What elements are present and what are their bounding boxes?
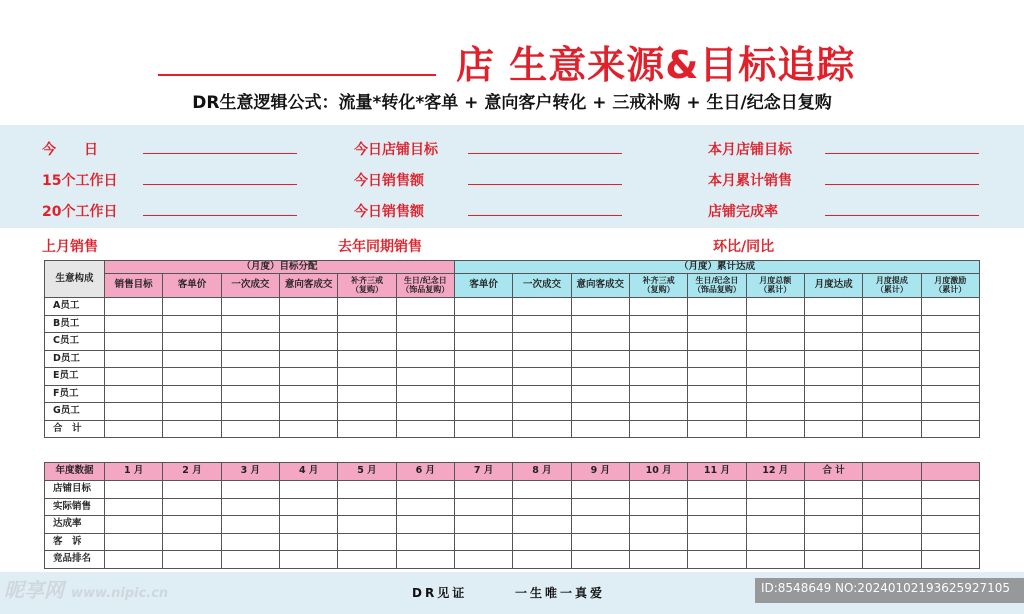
month-header: 11 月	[688, 463, 746, 481]
month-header: 6 月	[396, 463, 454, 481]
data-cell[interactable]	[629, 333, 687, 351]
table-corner: 生意构成	[45, 261, 105, 298]
data-cell[interactable]	[279, 385, 337, 403]
data-cell[interactable]	[338, 551, 396, 569]
table-row	[45, 533, 980, 551]
watermark-logo: 昵享网 www.nipic.cn	[4, 578, 169, 602]
data-cell[interactable]	[571, 333, 629, 351]
month-header: 5 月	[338, 463, 396, 481]
data-cell[interactable]	[863, 298, 921, 316]
data-cell[interactable]	[629, 368, 687, 386]
data-cell[interactable]	[746, 403, 804, 421]
data-cell[interactable]	[921, 403, 979, 421]
data-cell[interactable]	[221, 420, 279, 438]
data-cell[interactable]	[688, 516, 746, 534]
data-cell[interactable]	[513, 516, 571, 534]
row-label: A员工	[45, 298, 105, 316]
table-row	[45, 385, 980, 403]
info-band	[0, 125, 1024, 228]
data-cell[interactable]	[163, 298, 221, 316]
month-header: 7 月	[454, 463, 512, 481]
data-cell[interactable]	[513, 481, 571, 499]
month-header	[863, 463, 921, 481]
data-cell[interactable]	[629, 315, 687, 333]
data-cell[interactable]	[105, 298, 163, 316]
data-cell[interactable]	[863, 533, 921, 551]
title-row	[0, 34, 1024, 87]
data-cell[interactable]	[338, 533, 396, 551]
data-cell[interactable]	[105, 403, 163, 421]
data-cell[interactable]	[688, 533, 746, 551]
data-cell[interactable]	[163, 368, 221, 386]
label-month-sales: 本月累计销售	[708, 173, 792, 189]
row-label: 客 诉	[45, 533, 105, 551]
target-col-header: 一次成交	[221, 274, 279, 298]
data-cell[interactable]	[163, 516, 221, 534]
data-cell[interactable]	[221, 533, 279, 551]
field-15-days[interactable]	[143, 184, 297, 185]
data-cell[interactable]	[746, 368, 804, 386]
data-cell[interactable]	[804, 516, 862, 534]
row-label: E员工	[45, 368, 105, 386]
data-cell[interactable]	[921, 298, 979, 316]
data-cell[interactable]	[396, 385, 454, 403]
month-header: 2 月	[163, 463, 221, 481]
data-cell[interactable]	[279, 420, 337, 438]
data-cell[interactable]	[338, 315, 396, 333]
data-cell[interactable]	[396, 516, 454, 534]
data-cell[interactable]	[454, 385, 512, 403]
data-cell[interactable]	[454, 350, 512, 368]
data-cell[interactable]	[629, 551, 687, 569]
data-cell[interactable]	[921, 551, 979, 569]
month-header: 8 月	[513, 463, 571, 481]
data-cell[interactable]	[338, 481, 396, 499]
data-cell[interactable]	[338, 498, 396, 516]
data-cell[interactable]	[688, 420, 746, 438]
data-cell[interactable]	[396, 551, 454, 569]
data-cell[interactable]	[629, 403, 687, 421]
formula-text: DR生意逻辑公式：流量*转化*客单 + 意向客户转化 + 三戒补购 + 生日/纪念日复购	[192, 93, 832, 113]
data-cell[interactable]	[921, 516, 979, 534]
data-cell[interactable]	[163, 403, 221, 421]
data-cell[interactable]	[746, 420, 804, 438]
data-cell[interactable]	[105, 551, 163, 569]
data-cell[interactable]	[513, 551, 571, 569]
month-header: 9 月	[571, 463, 629, 481]
label-15-days: 15个工作日	[42, 173, 118, 189]
data-cell[interactable]	[921, 481, 979, 499]
table-row	[45, 333, 980, 351]
data-cell[interactable]	[513, 315, 571, 333]
data-cell[interactable]	[921, 420, 979, 438]
data-cell[interactable]	[571, 481, 629, 499]
label-completion-rate: 店铺完成率	[708, 204, 778, 220]
data-cell[interactable]	[571, 420, 629, 438]
data-cell[interactable]	[921, 385, 979, 403]
data-cell[interactable]	[221, 298, 279, 316]
data-cell[interactable]	[221, 368, 279, 386]
month-header	[921, 463, 979, 481]
data-cell[interactable]	[396, 481, 454, 499]
data-cell[interactable]	[454, 498, 512, 516]
data-cell[interactable]	[105, 516, 163, 534]
monthly-target-table	[44, 260, 980, 438]
label-today-sales: 今日销售额	[354, 173, 424, 189]
data-cell[interactable]	[338, 385, 396, 403]
data-cell[interactable]	[454, 481, 512, 499]
annual-data-table	[44, 462, 980, 569]
row-label: C员工	[45, 333, 105, 351]
data-cell[interactable]	[279, 315, 337, 333]
data-cell[interactable]	[571, 403, 629, 421]
data-cell[interactable]	[279, 498, 337, 516]
data-cell[interactable]	[105, 315, 163, 333]
data-cell[interactable]	[804, 385, 862, 403]
data-cell[interactable]	[629, 350, 687, 368]
data-cell[interactable]	[688, 298, 746, 316]
data-cell[interactable]	[863, 481, 921, 499]
data-cell[interactable]	[513, 333, 571, 351]
data-cell[interactable]	[454, 315, 512, 333]
label-today: 今 日	[42, 142, 98, 158]
table-row	[45, 498, 980, 516]
table-row	[45, 315, 980, 333]
data-cell[interactable]	[221, 333, 279, 351]
data-cell[interactable]	[221, 551, 279, 569]
data-cell[interactable]	[221, 481, 279, 499]
row-label: 达成率	[45, 516, 105, 534]
data-cell[interactable]	[863, 420, 921, 438]
data-cell[interactable]	[454, 551, 512, 569]
data-cell[interactable]	[105, 350, 163, 368]
target-col-header: 补齐三戒 （复购）	[338, 274, 396, 298]
data-cell[interactable]	[163, 481, 221, 499]
data-cell[interactable]	[338, 333, 396, 351]
data-cell[interactable]	[513, 420, 571, 438]
field-month-sales[interactable]	[825, 184, 979, 185]
data-cell[interactable]	[571, 350, 629, 368]
data-cell[interactable]	[688, 481, 746, 499]
data-cell[interactable]	[454, 516, 512, 534]
data-cell[interactable]	[105, 498, 163, 516]
data-cell[interactable]	[513, 385, 571, 403]
achieved-col-header: 月度总额 （累计）	[746, 274, 804, 298]
data-cell[interactable]	[105, 420, 163, 438]
data-cell[interactable]	[105, 385, 163, 403]
target-col-header: 生日/纪念日 （饰品复购）	[396, 274, 454, 298]
data-cell[interactable]	[688, 333, 746, 351]
data-cell[interactable]	[804, 533, 862, 551]
data-cell[interactable]	[804, 333, 862, 351]
data-cell[interactable]	[279, 403, 337, 421]
month-header: 3 月	[221, 463, 279, 481]
table-row	[45, 551, 980, 569]
field-20-days[interactable]	[143, 215, 297, 216]
data-cell[interactable]	[863, 551, 921, 569]
data-cell[interactable]	[396, 333, 454, 351]
data-cell[interactable]	[279, 333, 337, 351]
data-cell[interactable]	[396, 298, 454, 316]
data-cell[interactable]	[804, 481, 862, 499]
data-cell[interactable]	[279, 551, 337, 569]
table-row	[45, 481, 980, 499]
data-cell[interactable]	[921, 350, 979, 368]
label-20-days: 20个工作日	[42, 204, 118, 220]
data-cell[interactable]	[454, 333, 512, 351]
month-header: 12 月	[746, 463, 804, 481]
achieved-col-header: 客单价	[454, 274, 512, 298]
data-cell[interactable]	[571, 368, 629, 386]
data-cell[interactable]	[571, 315, 629, 333]
row-label: G员工	[45, 403, 105, 421]
data-cell[interactable]	[338, 403, 396, 421]
annual-corner: 年度数据	[45, 463, 105, 481]
data-cell[interactable]	[338, 420, 396, 438]
footer-left-text: DR见证	[412, 586, 468, 600]
data-cell[interactable]	[746, 315, 804, 333]
data-cell[interactable]	[338, 350, 396, 368]
data-cell[interactable]	[163, 350, 221, 368]
achieved-col-header: 月度达成	[804, 274, 862, 298]
achieved-col-header: 生日/纪念日 （饰品复购）	[688, 274, 746, 298]
data-cell[interactable]	[688, 350, 746, 368]
data-cell[interactable]	[571, 298, 629, 316]
data-cell[interactable]	[163, 533, 221, 551]
label-last-year: 去年同期销售	[338, 239, 422, 255]
data-cell[interactable]	[105, 333, 163, 351]
label-last-month: 上月销售	[42, 239, 98, 255]
data-cell[interactable]	[338, 368, 396, 386]
field-month-target[interactable]	[825, 153, 979, 154]
data-cell[interactable]	[105, 481, 163, 499]
data-cell[interactable]	[863, 350, 921, 368]
data-cell[interactable]	[746, 298, 804, 316]
data-cell[interactable]	[629, 516, 687, 534]
data-cell[interactable]	[454, 533, 512, 551]
data-cell[interactable]	[746, 385, 804, 403]
data-cell[interactable]	[396, 350, 454, 368]
field-today-sales[interactable]	[468, 184, 622, 185]
data-cell[interactable]	[863, 516, 921, 534]
row-label: 合 计	[45, 420, 105, 438]
data-cell[interactable]	[221, 498, 279, 516]
data-cell[interactable]	[688, 403, 746, 421]
achieved-col-header: 一次成交	[513, 274, 571, 298]
data-cell[interactable]	[629, 481, 687, 499]
data-cell[interactable]	[804, 498, 862, 516]
data-cell[interactable]	[571, 551, 629, 569]
data-cell[interactable]	[804, 420, 862, 438]
table-row	[45, 368, 980, 386]
data-cell[interactable]	[921, 333, 979, 351]
data-cell[interactable]	[804, 350, 862, 368]
data-cell[interactable]	[396, 498, 454, 516]
watermark-id: ID:8548649 NO:20240102193625927105	[755, 578, 1024, 603]
data-cell[interactable]	[163, 420, 221, 438]
data-cell[interactable]	[804, 403, 862, 421]
data-cell[interactable]	[746, 481, 804, 499]
data-cell[interactable]	[746, 498, 804, 516]
data-cell[interactable]	[863, 403, 921, 421]
data-cell[interactable]	[221, 385, 279, 403]
data-cell[interactable]	[279, 350, 337, 368]
store-name-blank[interactable]	[158, 74, 436, 76]
data-cell[interactable]	[279, 516, 337, 534]
data-cell[interactable]	[571, 498, 629, 516]
data-cell[interactable]	[804, 298, 862, 316]
table-row	[45, 403, 980, 421]
data-cell[interactable]	[513, 350, 571, 368]
data-cell[interactable]	[746, 350, 804, 368]
data-cell[interactable]	[863, 315, 921, 333]
data-cell[interactable]	[513, 498, 571, 516]
table-row	[45, 298, 980, 316]
row-label: 竞品排名	[45, 551, 105, 569]
data-cell[interactable]	[454, 368, 512, 386]
data-cell[interactable]	[105, 368, 163, 386]
data-cell[interactable]	[105, 533, 163, 551]
data-cell[interactable]	[279, 533, 337, 551]
data-cell[interactable]	[629, 385, 687, 403]
data-cell[interactable]	[746, 333, 804, 351]
data-cell[interactable]	[163, 385, 221, 403]
data-cell[interactable]	[921, 498, 979, 516]
data-cell[interactable]	[279, 368, 337, 386]
data-cell[interactable]	[513, 533, 571, 551]
table-row	[45, 516, 980, 534]
data-cell[interactable]	[279, 481, 337, 499]
data-cell[interactable]	[163, 551, 221, 569]
target-col-header: 意向客成交	[279, 274, 337, 298]
data-cell[interactable]	[688, 498, 746, 516]
data-cell[interactable]	[688, 385, 746, 403]
data-cell[interactable]	[163, 498, 221, 516]
data-cell[interactable]	[396, 420, 454, 438]
data-cell[interactable]	[513, 403, 571, 421]
data-cell[interactable]	[454, 403, 512, 421]
table-row	[45, 420, 980, 438]
data-cell[interactable]	[396, 533, 454, 551]
data-cell[interactable]	[571, 385, 629, 403]
data-cell[interactable]	[454, 298, 512, 316]
data-cell[interactable]	[571, 533, 629, 551]
data-cell[interactable]	[863, 368, 921, 386]
data-cell[interactable]	[746, 516, 804, 534]
data-cell[interactable]	[921, 533, 979, 551]
data-cell[interactable]	[629, 298, 687, 316]
target-col-header: 销售目标	[105, 274, 163, 298]
data-cell[interactable]	[921, 315, 979, 333]
data-cell[interactable]	[863, 333, 921, 351]
data-cell[interactable]	[688, 551, 746, 569]
data-cell[interactable]	[746, 551, 804, 569]
data-cell[interactable]	[338, 298, 396, 316]
data-cell[interactable]	[163, 333, 221, 351]
data-cell[interactable]	[513, 368, 571, 386]
data-cell[interactable]	[396, 315, 454, 333]
data-cell[interactable]	[396, 368, 454, 386]
achieved-col-header: 月度提成 （累计）	[863, 274, 921, 298]
data-cell[interactable]	[221, 315, 279, 333]
table-row	[45, 350, 980, 368]
data-cell[interactable]	[454, 420, 512, 438]
data-cell[interactable]	[804, 551, 862, 569]
data-cell[interactable]	[513, 298, 571, 316]
data-cell[interactable]	[746, 533, 804, 551]
data-cell[interactable]	[629, 420, 687, 438]
month-header: 合 计	[804, 463, 862, 481]
data-cell[interactable]	[863, 385, 921, 403]
page-title: 店 生意来源&目标追踪	[456, 43, 856, 87]
data-cell[interactable]	[338, 516, 396, 534]
data-cell[interactable]	[863, 498, 921, 516]
data-cell[interactable]	[221, 403, 279, 421]
label-month-target: 本月店铺目标	[708, 142, 792, 158]
achieved-col-header: 补齐三戒 （复购）	[629, 274, 687, 298]
data-cell[interactable]	[688, 368, 746, 386]
achieved-col-header: 月度激励 （累计）	[921, 274, 979, 298]
label-mom-yoy: 环比/同比	[713, 239, 775, 255]
data-cell[interactable]	[396, 403, 454, 421]
group-target-header: （月度）目标分配	[105, 261, 455, 274]
row-label: 实际销售	[45, 498, 105, 516]
label-today-target: 今日店铺目标	[354, 142, 438, 158]
data-cell[interactable]	[629, 533, 687, 551]
group-achieved-header: （月度）累计达成	[454, 261, 979, 274]
field-today-sales-2[interactable]	[468, 215, 622, 216]
data-cell[interactable]	[221, 516, 279, 534]
data-cell[interactable]	[688, 315, 746, 333]
achieved-col-header: 意向客成交	[571, 274, 629, 298]
row-label: 店铺目标	[45, 481, 105, 499]
data-cell[interactable]	[804, 315, 862, 333]
field-today[interactable]	[143, 153, 297, 154]
month-header: 1 月	[105, 463, 163, 481]
data-cell[interactable]	[571, 516, 629, 534]
data-cell[interactable]	[921, 368, 979, 386]
data-cell[interactable]	[804, 368, 862, 386]
label-today-sales-2: 今日销售额	[354, 204, 424, 220]
row-label: B员工	[45, 315, 105, 333]
data-cell[interactable]	[163, 315, 221, 333]
row-label: D员工	[45, 350, 105, 368]
data-cell[interactable]	[221, 350, 279, 368]
month-header: 4 月	[279, 463, 337, 481]
target-col-header: 客单价	[163, 274, 221, 298]
footer-right-text: 一生唯一真爱	[515, 586, 606, 600]
row-label: F员工	[45, 385, 105, 403]
field-completion-rate[interactable]	[825, 215, 979, 216]
data-cell[interactable]	[279, 298, 337, 316]
data-cell[interactable]	[629, 498, 687, 516]
field-today-target[interactable]	[468, 153, 622, 154]
month-header: 10 月	[629, 463, 687, 481]
